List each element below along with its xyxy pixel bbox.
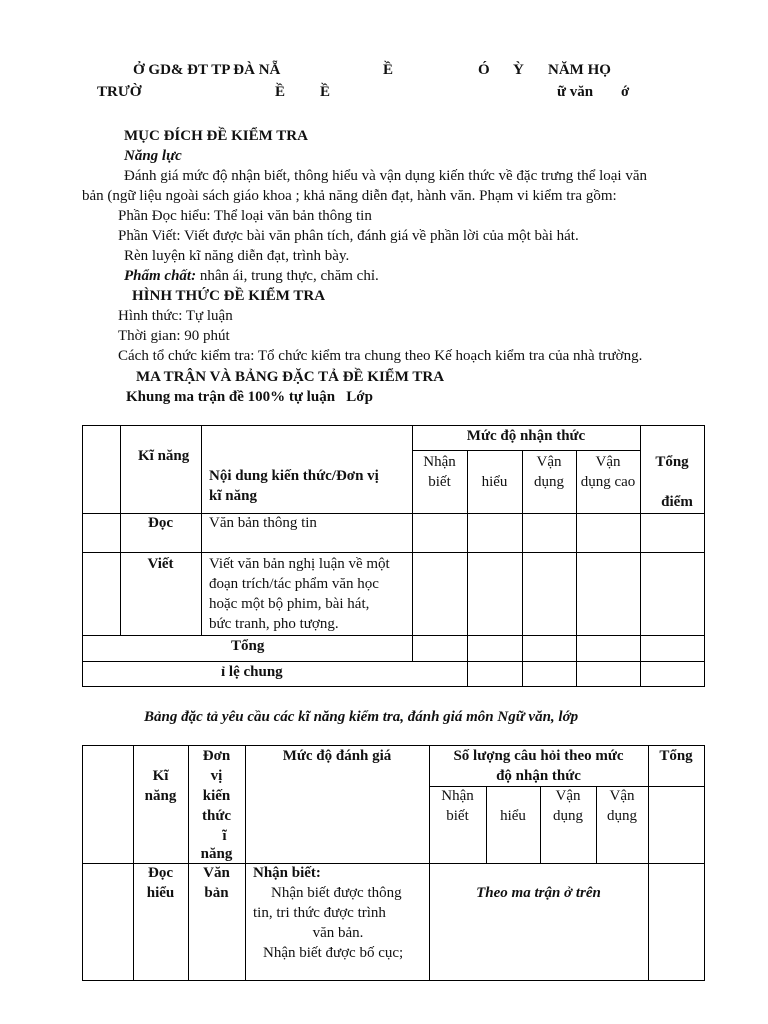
- matrix-subtitle-main: Khung ma trận đề 100% tự luận: [126, 389, 336, 405]
- row2-nb-line-2: tin, tri thức được trình: [253, 905, 386, 921]
- header-frag-2: Ó: [478, 62, 490, 78]
- row2-unit-2: bản: [204, 885, 229, 901]
- matrix-subtitle: [126, 387, 373, 407]
- th2-don-vi-6: năng: [200, 846, 233, 862]
- header-frag-3: Ỳ: [513, 62, 524, 78]
- th-tong-diem: điểm: [661, 494, 693, 510]
- purpose-paragraph-line1: Đánh giá mức độ nhận biết, thông hiểu và vận dụng kiến thức về đặc trưng thể loại văn: [124, 168, 648, 184]
- row2-theo-ma-tran: Theo ma trận ở trên: [476, 885, 601, 901]
- th-van-dung: Vận: [536, 454, 562, 470]
- ren-luyen-text: Rèn luyện kĩ năng diễn đạt, trình bày.: [124, 248, 350, 264]
- th-van-dung-cao-2: dụng cao: [580, 474, 636, 490]
- header-dept: Ở GD& ĐT TP ĐÀ NẴ: [133, 62, 281, 78]
- spec-table-caption: Bảng đặc tả yêu cầu các kĩ năng kiểm tra, đánh giá môn Ngữ văn, lớp: [144, 709, 579, 725]
- th-van-dung-2: dụng: [534, 474, 564, 490]
- th-noi-dung-2: kĩ năng: [209, 488, 257, 504]
- row2-unit-1: Văn: [203, 865, 230, 881]
- section-title-purpose: MỤC ĐÍCH ĐỀ KIỂM TRA: [124, 128, 308, 144]
- th-hieu: hiểu: [481, 474, 508, 490]
- doc-hieu-scope: Phần Đọc hiểu: Thể loại văn bản thông tin: [118, 208, 372, 224]
- row2-skill-2: hiểu: [146, 885, 175, 901]
- th2-so-luong-1: Số lượng câu hỏi theo mức: [453, 748, 624, 764]
- row2-nhan-biet-heading: Nhận biết:: [253, 865, 321, 881]
- row2-nb-line-1: Nhận biết được thông: [271, 885, 402, 901]
- th-muc-do: Mức độ nhận thức: [466, 428, 586, 444]
- header-frag-1: Ề: [383, 62, 394, 78]
- th2-hieu: hiểu: [500, 808, 526, 824]
- th2-van-dung-a2: dụng: [553, 808, 583, 824]
- th-nhan-biet-2: biết: [428, 474, 451, 490]
- th2-van-dung-a1: Vận: [555, 788, 581, 804]
- th2-ki: Kĩ: [152, 768, 169, 784]
- th2-van-dung-b1: Vận: [609, 788, 635, 804]
- th-tong: Tổng: [655, 454, 689, 470]
- hinh-thuc-text: Hình thức: Tự luận: [118, 308, 233, 324]
- section-title-format: HÌNH THỨC ĐỀ KIỂM TRA: [132, 288, 326, 304]
- th-nhan-biet: Nhận: [423, 454, 456, 470]
- header-school: TRƯỜ: [97, 84, 142, 100]
- row-viet-skill: Viết: [147, 556, 174, 572]
- row-doc-content: Văn bản thông tin: [209, 515, 317, 531]
- pham-chat-label: Phẩm chất:: [124, 268, 197, 284]
- th2-nang: năng: [144, 788, 177, 804]
- header-frag-5: Ề: [320, 84, 331, 100]
- header-year: NĂM HỌ: [548, 62, 611, 78]
- header-subject: ữ văn: [557, 84, 594, 100]
- viet-scope: Phần Viết: Viết được bài văn phân tích, đánh giá về phần lời của một bài hát.: [118, 228, 579, 244]
- section-title-matrix: MA TRẬN VÀ BẢNG ĐẶC TẢ ĐỀ KIỂM TRA: [136, 369, 445, 385]
- row2-nb-line-4: Nhận biết được bố cục;: [263, 945, 404, 961]
- th2-so-luong-2: độ nhận thức: [496, 768, 581, 784]
- purpose-paragraph-line2: bản (ngữ liệu ngoài sách giáo khoa ; khả năng diễn đạt, hành văn. Phạm vi kiểm tra gồm:: [82, 188, 617, 204]
- header-frag-6: ớ: [621, 84, 630, 100]
- th2-don-vi-4: thức: [202, 808, 231, 824]
- th-van-dung-cao: Vận: [595, 454, 621, 470]
- cach-to-chuc-text: Cách tổ chức kiểm tra: Tổ chức kiểm tra chung theo Kế hoạch kiểm tra của nhà trường.: [118, 348, 643, 364]
- row-viet-content-2: đoạn trích/tác phẩm văn học: [209, 576, 379, 592]
- row-ti-le-chung: ỉ lệ chung: [221, 664, 283, 680]
- row-doc-skill: Đọc: [148, 515, 173, 531]
- th2-muc-do-danh-gia: Mức độ đánh giá: [282, 748, 392, 764]
- th2-nhan-biet-1: Nhận: [441, 788, 474, 804]
- row2-skill-1: Đọc: [148, 865, 173, 881]
- th2-don-vi-5: ĩ: [222, 828, 227, 844]
- row-viet-content-1: Viết văn bản nghị luận về một: [209, 556, 390, 572]
- pham-chat-line: [124, 266, 379, 286]
- matrix-table: [82, 425, 705, 687]
- th2-tong: Tổng: [659, 748, 693, 764]
- th-ki-nang: Kĩ năng: [138, 448, 190, 464]
- pham-chat-text: nhân ái, trung thực, chăm chỉ.: [196, 268, 379, 284]
- header-frag-4: Ề: [275, 84, 286, 100]
- th2-nhan-biet-2: biết: [446, 808, 469, 824]
- th2-don-vi-3: kiến: [202, 788, 231, 804]
- row2-nb-line-3: văn bản.: [312, 925, 364, 941]
- matrix-subtitle-grade: Lớp: [346, 389, 373, 405]
- row-viet-content-4: bức tranh, pho tượng.: [209, 616, 339, 632]
- th-noi-dung: Nội dung kiến thức/Đơn vị: [209, 468, 379, 484]
- row-viet-content-3: hoặc một bộ phim, bài hát,: [209, 596, 370, 612]
- nang-luc-heading: Năng lực: [124, 148, 182, 164]
- thoi-gian-text: Thời gian: 90 phút: [118, 328, 230, 344]
- row-tong: Tổng: [231, 638, 265, 654]
- th2-don-vi-2: vị: [210, 768, 223, 784]
- th2-van-dung-b2: dụng: [607, 808, 637, 824]
- th2-don-vi-1: Đơn: [202, 748, 231, 764]
- spec-table: [82, 745, 705, 981]
